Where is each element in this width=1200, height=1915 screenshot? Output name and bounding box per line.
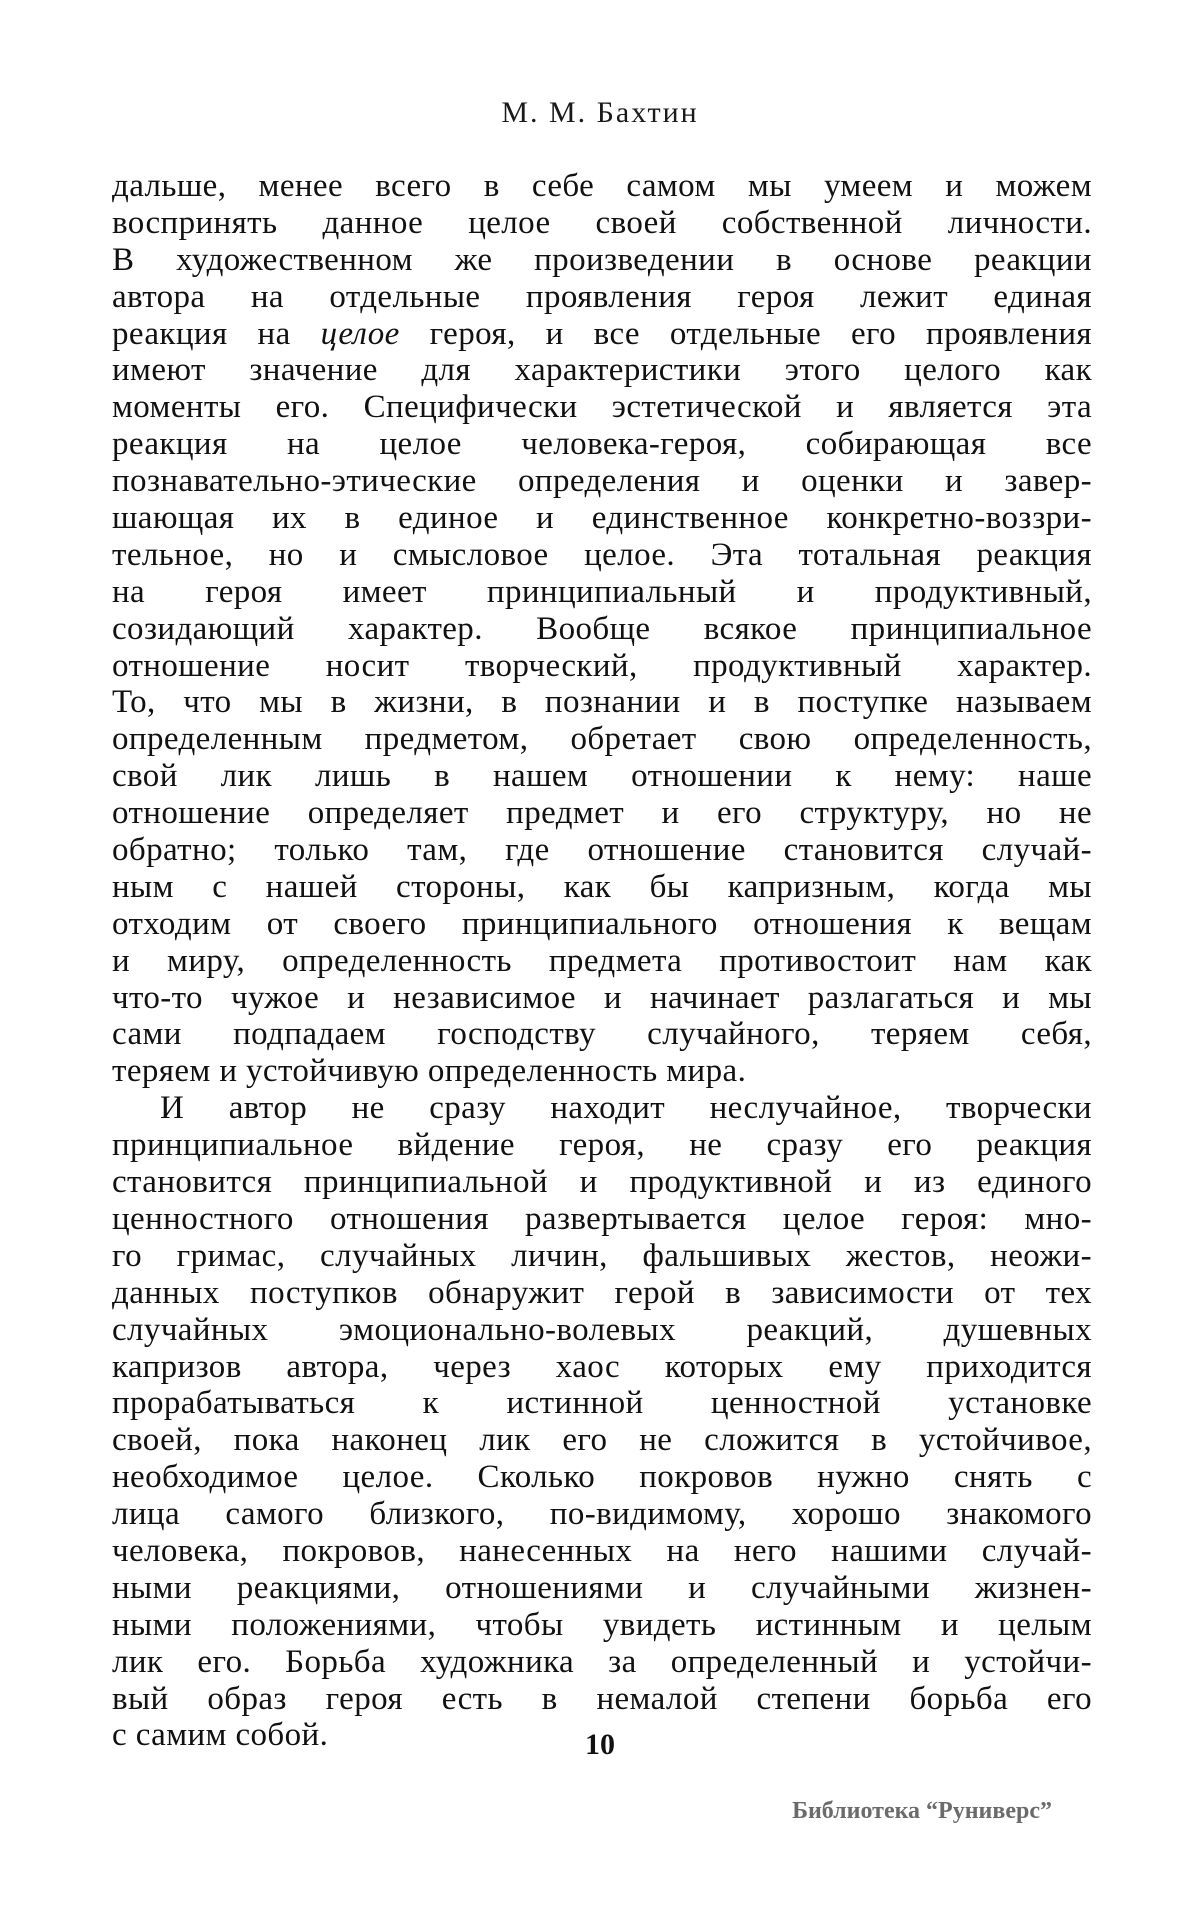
text-line: обратно; только там, где отношение становится случай- — [112, 832, 1092, 869]
text-line: отношение определяет предмет и его структуру, но не — [112, 795, 1092, 832]
text-line: воспринять данное целое своей собственной личности. — [112, 204, 1092, 241]
text-line: капризов автора, через хаос которых ему приходится — [112, 1348, 1092, 1385]
library-watermark: Библиотека “Руниверс” — [792, 1798, 1052, 1824]
text-line: необходимое целое. Сколько покровов нужно снять с — [112, 1459, 1092, 1496]
text-line: дальше, менее всего в себе самом мы умеем и можем — [112, 168, 1092, 204]
text-line: свой лик лишь в нашем отношении к нему: наше — [112, 758, 1092, 795]
text-line: реакция на целое человека-героя, собирающая все — [112, 426, 1092, 463]
text-line: познавательно-этические определения и оценки и завер- — [112, 463, 1092, 500]
text-line: сами подпадаем господству случайного, теряем себя, — [112, 1016, 1092, 1053]
text-line: становится принципиальной и продуктивной и из единого — [112, 1164, 1092, 1201]
text-line: ным с нашей стороны, как бы капризным, когда мы — [112, 868, 1092, 905]
text-line: То, что мы в жизни, в познании и в поступке называем — [112, 684, 1092, 721]
page-number: 10 — [585, 1728, 615, 1761]
body-text — [112, 168, 1092, 1754]
text-line: вый образ героя есть в немалой степени борьба его — [112, 1680, 1092, 1717]
emphasized-word: целое — [320, 315, 400, 352]
running-head: М. М. Бахтин — [501, 96, 699, 129]
text-line: шающая их в единое и единственное конкретно-воззри- — [112, 500, 1092, 537]
text-line: лица самого близкого, по-видимому, хорошо знакомого — [112, 1496, 1092, 1533]
text-line-with-emphasis — [112, 316, 1092, 353]
text-line: го гримас, случайных личин, фальшивых жестов, неожи- — [112, 1237, 1092, 1274]
text-line: И автор не сразу находит неслучайное, творчески — [160, 1090, 1092, 1127]
text-line: В художественном же произведении в основе реакции — [112, 241, 1092, 278]
text-fragment: реакция на — [112, 315, 321, 352]
text-line: и миру, определенность предмета противостоит нам как — [112, 942, 1092, 979]
text-line: на героя имеет принципиальный и продуктивный, — [112, 573, 1092, 610]
text-fragment: героя, и все отдельные его проявления — [399, 315, 1093, 352]
text-line: ценностного отношения развертывается целое героя: мно- — [112, 1200, 1092, 1237]
text-line: определенным предметом, обретает свою определенность, — [112, 721, 1092, 758]
text-line: прорабатываться к истинной ценностной установке — [112, 1385, 1092, 1422]
text-line: лик его. Борьба художника за определенный и устойчи- — [112, 1643, 1092, 1680]
text-line: человека, покровов, нанесенных на него нашими случай- — [112, 1532, 1092, 1569]
text-line: теряем и устойчивую определенность мира. — [112, 1053, 747, 1090]
text-line: случайных эмоционально-волевых реакций, душевных — [112, 1311, 1092, 1348]
text-line: ными положениями, чтобы увидеть истинным и целым — [112, 1606, 1092, 1643]
text-line: ными реакциями, отношениями и случайными жизнен- — [112, 1569, 1092, 1606]
text-line: своей, пока наконец лик его не сложится в устойчивое, — [112, 1422, 1092, 1459]
text-line: с самим собой. — [112, 1717, 329, 1754]
text-line: отходим от своего принципиального отношения к вещам — [112, 905, 1092, 942]
text-line: автора на отдельные проявления героя лежит единая — [112, 278, 1092, 315]
text-line: моменты его. Специфически эстетической и является эта — [112, 389, 1092, 426]
text-line: имеют значение для характеристики этого целого как — [112, 352, 1092, 389]
text-line: данных поступков обнаружит герой в зависимости от тех — [112, 1274, 1092, 1311]
text-line: тельное, но и смысловое целое. Эта тотальная реакция — [112, 536, 1092, 573]
text-line: что-то чужое и независимое и начинает разлагаться и мы — [112, 979, 1092, 1016]
text-line: отношение носит творческий, продуктивный характер. — [112, 647, 1092, 684]
text-line: созидающий характер. Вообще всякое принципиальное — [112, 610, 1092, 647]
text-line: принципиальное вйдение героя, не сразу его реакция — [112, 1127, 1092, 1164]
